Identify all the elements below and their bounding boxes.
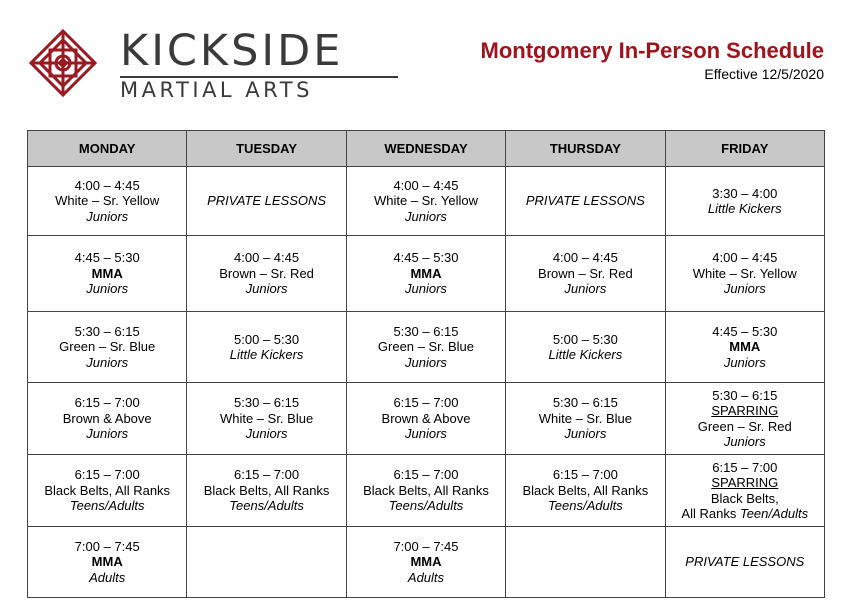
schedule-cell [346,236,505,312]
schedule-cell [665,383,824,455]
schedule-cell [506,167,665,236]
schedule-cell [346,383,505,455]
class-time: 4:00 – 4:45 [74,177,140,193]
age-group: Juniors [723,281,766,297]
class-time: 5:00 – 5:30 [234,331,300,347]
class-name: Brown & Above [62,410,152,426]
age-group: Juniors [564,281,607,297]
schedule-cell [665,236,824,312]
knot-logo-icon [28,28,98,98]
table-row [28,527,825,598]
class-time: 5:00 – 5:30 [552,331,618,347]
age-group: Little Kickers [548,347,623,362]
class-name: Green – Sr. Red [697,418,792,434]
age-group: Juniors [405,426,447,442]
class-name: Black Belts, All Ranks [44,482,171,498]
table-row [28,455,825,527]
schedule-cell [187,236,346,312]
private-lessons-note: PRIVATE LESSONS [525,193,645,209]
age-group: Little Kickers [229,347,304,362]
age-group: Juniors [245,426,288,442]
age-group: Juniors [723,434,766,449]
sparring-tag: SPARRING [711,403,779,418]
age-group: Juniors [405,354,447,370]
class-time: 4:00 – 4:45 [234,250,300,266]
schedule-cell [346,312,505,383]
schedule-cell [665,527,824,598]
schedule-cell [506,383,665,455]
class-time: 6:15 – 7:00 [712,459,778,475]
class-name: Black Belts, All Ranks [522,482,649,498]
age-group: Teens/Adults [548,498,623,514]
schedule-cell [665,312,824,383]
day-header: WEDNESDAY [346,131,505,167]
schedule-cell [28,167,187,236]
class-time: 5:30 – 6:15 [712,387,778,403]
header-row [28,131,825,167]
schedule-cell [28,455,187,527]
class-name: Green – Sr. Blue [377,339,475,355]
class-time: 4:00 – 4:45 [552,250,618,266]
class-time: 5:30 – 6:15 [74,323,140,339]
class-name: White – Sr. Yellow [692,265,797,281]
age-group: Juniors [245,281,288,297]
schedule-cell [506,312,665,383]
class-time: 3:30 – 4:00 [712,185,778,201]
age-group: Juniors [86,426,129,442]
sparring-tag: SPARRING [711,475,779,490]
schedule-cell [346,455,505,527]
class-name: Black Belts, [710,490,779,506]
class-name: Brown & Above [381,410,471,426]
class-time: 6:15 – 7:00 [552,467,618,483]
class-time: 4:00 – 4:45 [393,177,459,193]
class-name: MMA [410,265,442,281]
age-group: Teen/Adults [739,506,809,521]
schedule-cell [506,236,665,312]
schedule-cell [346,167,505,236]
schedule-cell [665,455,824,527]
class-name-cont [668,506,822,522]
day-header: THURSDAY [506,131,665,167]
schedule-cell [28,312,187,383]
age-group: Teens/Adults [69,498,145,514]
schedule-cell [187,167,346,236]
schedule-cell [187,312,346,383]
schedule-cell [665,167,824,236]
table-row [28,383,825,455]
class-time: 7:00 – 7:45 [74,538,140,554]
class-name: MMA [91,265,123,281]
brand-subtitle: MARTIAL ARTS [120,78,313,102]
effective-date: Effective 12/5/2020 [704,66,824,82]
age-group: Adults [407,569,445,585]
class-time: 6:15 – 7:00 [393,395,459,411]
class-time: 4:45 – 5:30 [74,250,140,266]
class-time: 6:15 – 7:00 [234,467,300,483]
schedule-cell [187,527,346,598]
schedule-cell [346,527,505,598]
class-name: Black Belts, All Ranks [363,482,489,498]
day-header: MONDAY [28,131,187,167]
table-row [28,236,825,312]
class-name: Brown – Sr. Red [219,265,314,281]
class-name: White – Sr. Blue [219,410,314,426]
age-group: Juniors [86,354,129,370]
table-row [28,167,825,236]
schedule-table [27,130,825,598]
class-time: 5:30 – 6:15 [234,395,300,411]
age-group: Juniors [405,281,447,297]
class-time: 5:30 – 6:15 [552,395,618,411]
class-name: White – Sr. Yellow [55,193,160,209]
private-lessons-note: PRIVATE LESSONS [685,554,805,570]
age-group: Juniors [86,281,129,297]
age-group: Teens/Adults [229,498,304,514]
class-name: MMA [91,554,123,570]
class-time: 4:00 – 4:45 [712,250,778,266]
class-time: 4:45 – 5:30 [393,250,459,266]
page-title: Montgomery In-Person Schedule [480,38,824,63]
class-name-part: All Ranks [681,506,737,521]
class-time: 4:45 – 5:30 [712,323,778,339]
class-name: Brown – Sr. Red [538,265,633,281]
schedule-cell [187,455,346,527]
private-lessons-note: PRIVATE LESSONS [207,193,327,209]
age-group: Teens/Adults [388,498,464,514]
age-group: Juniors [405,208,447,224]
schedule-cell [28,383,187,455]
age-group: Juniors [723,354,766,370]
day-header: FRIDAY [665,131,824,167]
class-time: 6:15 – 7:00 [393,467,459,483]
table-row [28,312,825,383]
class-time: 5:30 – 6:15 [393,323,459,339]
brand-name: KICKSIDE [120,26,344,76]
age-group: Little Kickers [707,201,782,216]
day-header: TUESDAY [187,131,346,167]
age-group: Adults [89,569,126,585]
class-name: MMA [410,554,442,570]
schedule-cell [506,527,665,598]
class-time: 6:15 – 7:00 [74,467,140,483]
class-name: Black Belts, All Ranks [203,482,330,498]
schedule-cell [28,236,187,312]
kickside-logo [28,26,398,102]
class-time: 7:00 – 7:45 [393,538,459,554]
class-time: 6:15 – 7:00 [74,395,140,411]
schedule-cell [187,383,346,455]
class-name: White – Sr. Yellow [373,193,478,209]
schedule-cell [506,455,665,527]
class-name: White – Sr. Blue [538,410,632,426]
class-name: Green – Sr. Blue [59,339,156,355]
age-group: Juniors [86,208,129,224]
age-group: Juniors [564,426,607,442]
schedule-cell [28,527,187,598]
class-name: MMA [729,339,761,355]
